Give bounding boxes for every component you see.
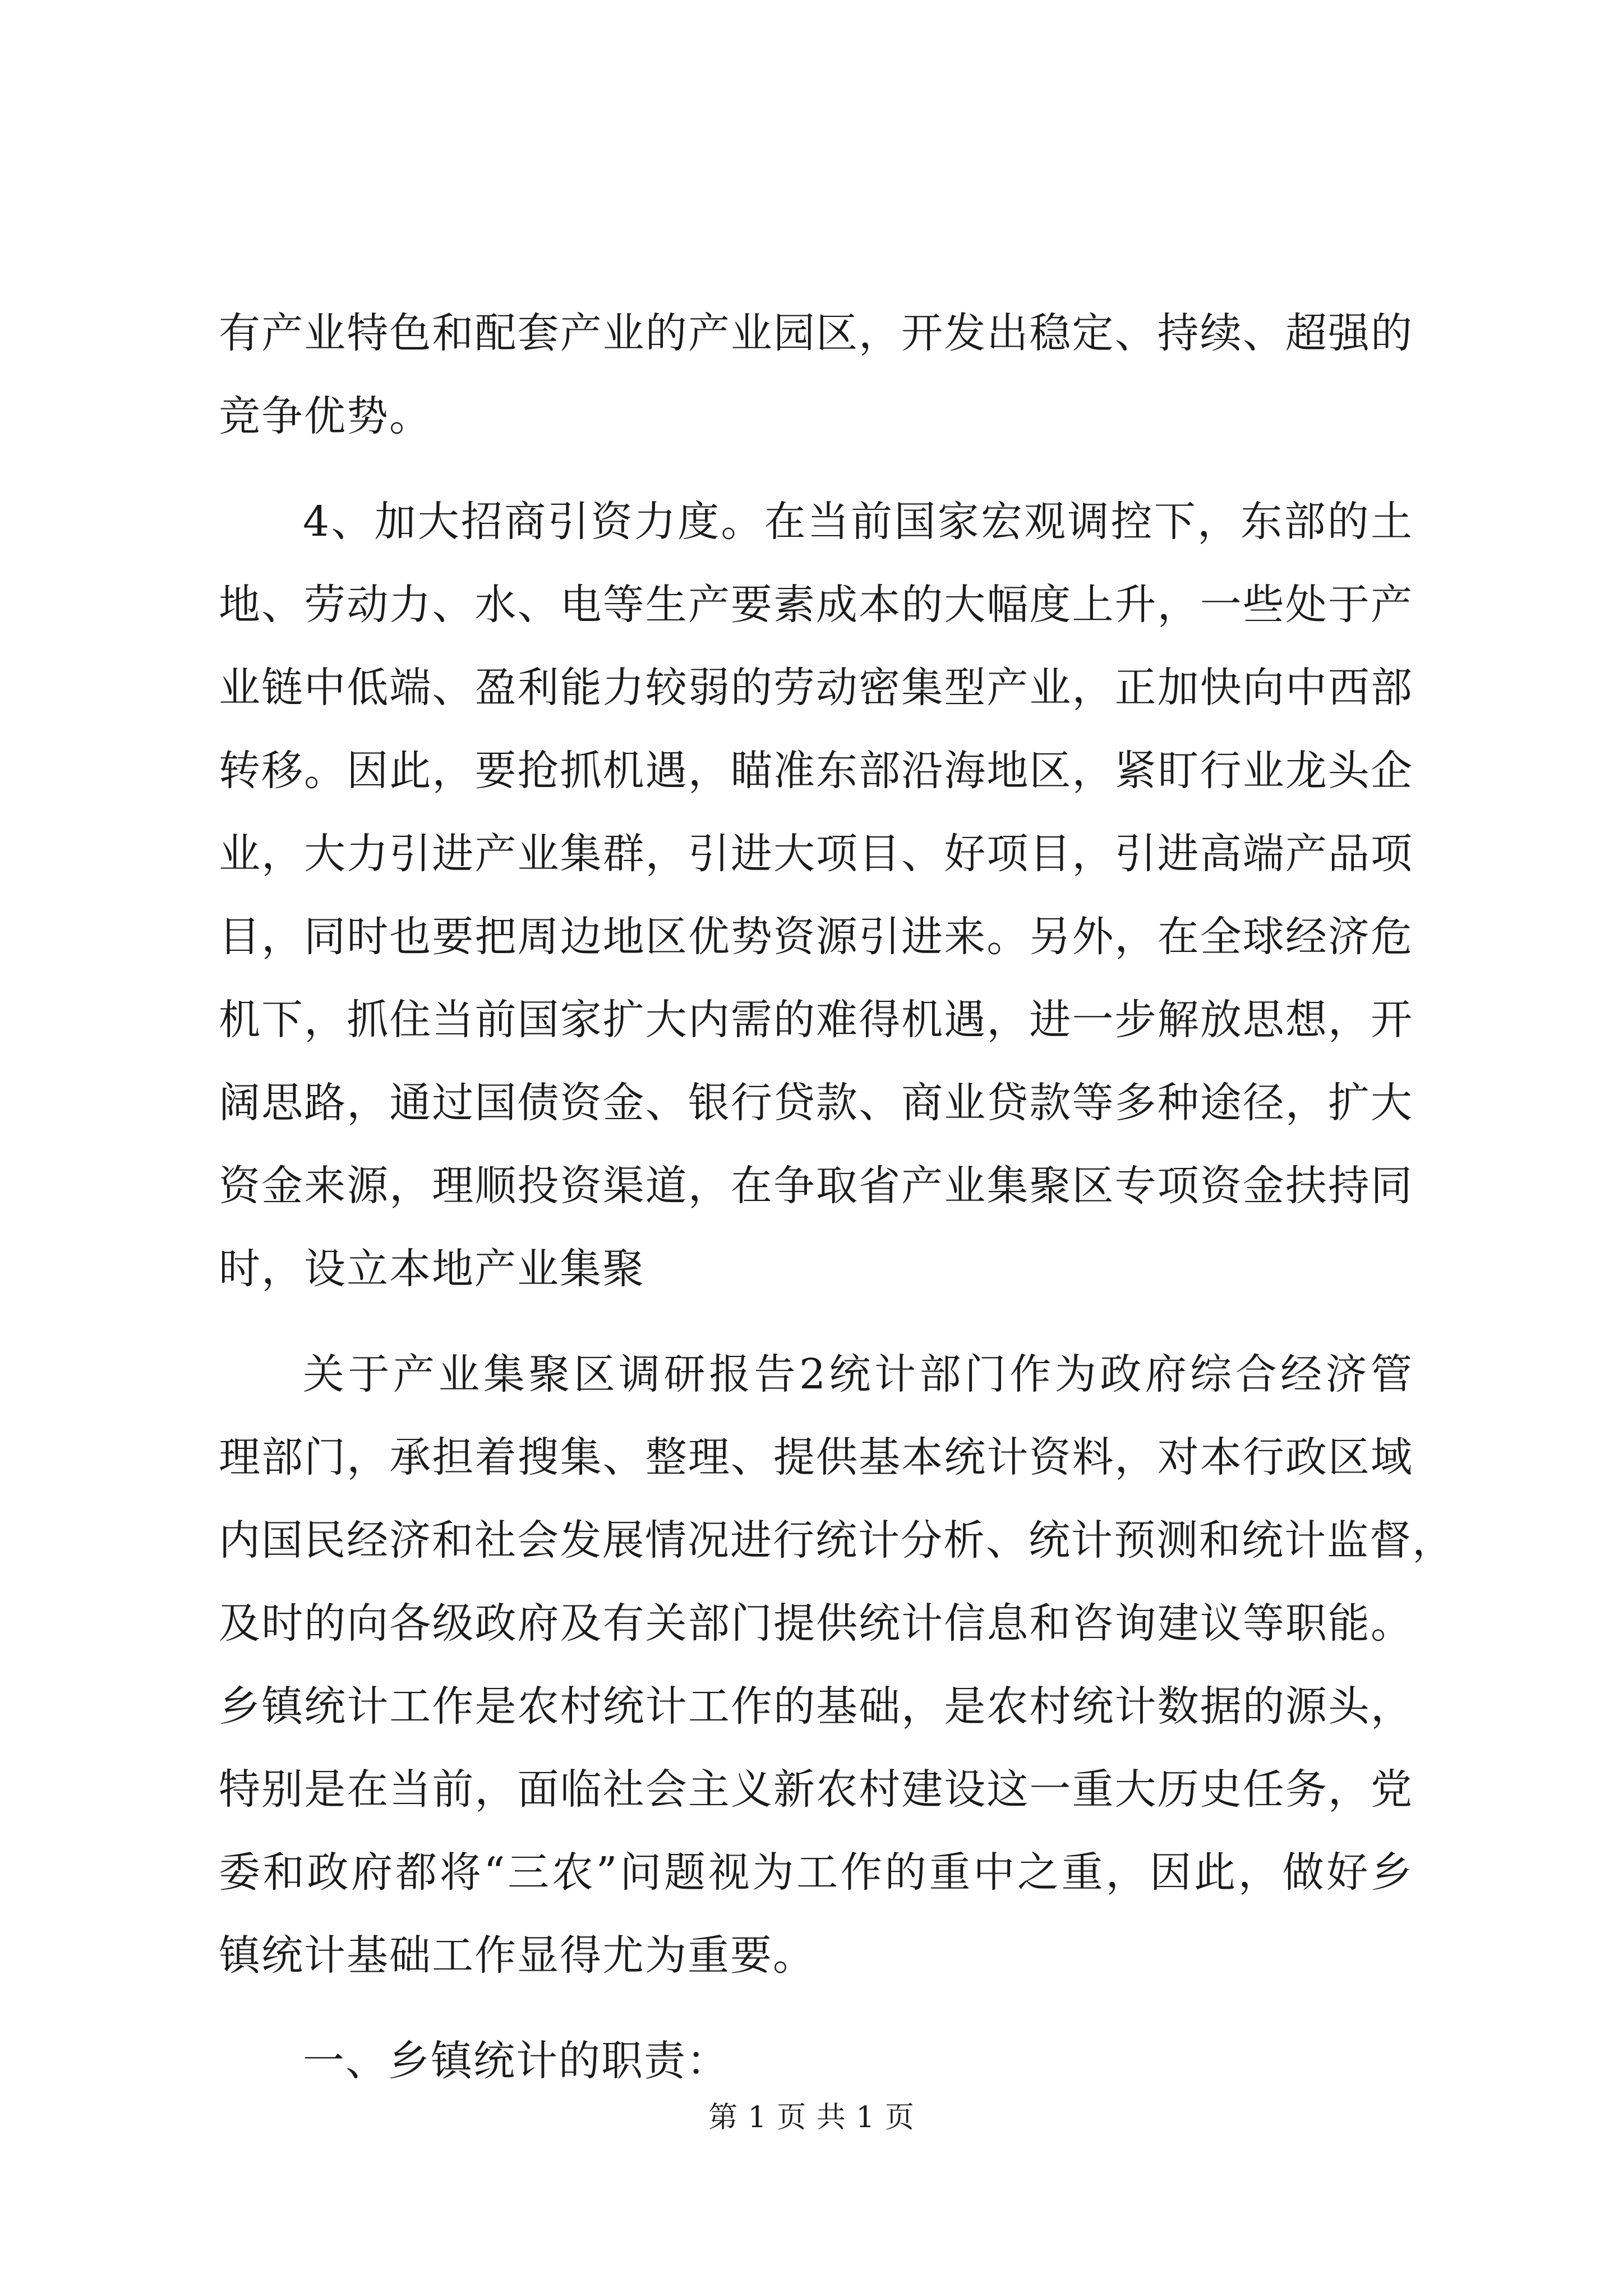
text-line: 乡镇统计工作是农村统计工作的基础，是农村统计数据的源头， bbox=[219, 1682, 1413, 1731]
text-line: 及时的向各级政府及有关部门提供统计信息和咨询建议等职能。 bbox=[219, 1599, 1413, 1648]
text-line: 资金来源，理顺投资渠道，在争取省产业集聚区专项资金扶持同 bbox=[219, 1162, 1413, 1210]
text-line: 业链中低端、盈利能力较弱的劳动密集型产业，正加快向中西部 bbox=[219, 664, 1413, 712]
text-line: 目，同时也要把周边地区优势资源引进来。另外，在全球经济危 bbox=[219, 913, 1413, 961]
text-line: 4、加大招商引资力度。在当前国家宏观调控下，东部的土 bbox=[303, 498, 1413, 546]
text-line: 阔思路，通过国债资金、银行贷款、商业贷款等多种途径，扩大 bbox=[219, 1079, 1413, 1127]
page-number-footer: 第 1 页 共 1 页 bbox=[708, 2101, 915, 2134]
text-line: 机下，抓住当前国家扩大内需的难得机遇，进一步解放思想，开 bbox=[219, 996, 1413, 1044]
text-line: 地、劳动力、水、电等生产要素成本的大幅度上升，一些处于产 bbox=[219, 581, 1413, 629]
text-line: 有产业特色和配套产业的产业园区，开发出稳定、持续、超强的 bbox=[219, 309, 1413, 357]
text-line: 时，设立本地产业集聚 bbox=[219, 1245, 645, 1293]
text-line: 内国民经济和社会发展情况进行统计分析、统计预测和统计监督， bbox=[219, 1516, 1455, 1565]
text-line: 委和政府都将“三农”问题视为工作的重中之重，因此，做好乡 bbox=[219, 1848, 1413, 1897]
text-line: 关于产业集聚区调研报告2统计部门作为政府综合经济管 bbox=[303, 1350, 1413, 1398]
text-line: 转移。因此，要抢抓机遇，瞄准东部沿海地区，紧盯行业龙头企 bbox=[219, 747, 1413, 795]
text-line: 理部门，承担着搜集、整理、提供基本统计资料，对本行政区域 bbox=[219, 1433, 1413, 1481]
text-line: 竞争优势。 bbox=[219, 392, 432, 440]
section-heading: 一、乡镇统计的职责： bbox=[303, 2037, 729, 2085]
document-body bbox=[219, 292, 1455, 2102]
text-line: 镇统计基础工作显得尤为重要。 bbox=[219, 1931, 815, 1980]
text-line: 业，大力引进产业集群，引进大项目、好项目，引进高端产品项 bbox=[219, 830, 1413, 878]
text-line: 特别是在当前，面临社会主义新农村建设这一重大历史任务，党 bbox=[219, 1765, 1413, 1814]
